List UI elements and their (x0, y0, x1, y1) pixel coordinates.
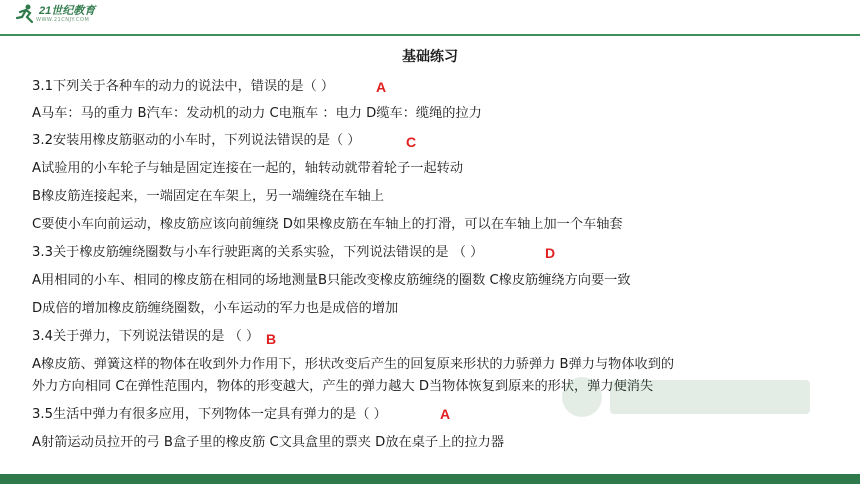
question-3-2: 3.2安装用橡皮筋驱动的小车时，下列说法错误的是（ ） (32, 133, 361, 148)
question-3-4: 3.4关于弹力，下列说法错误的是 （ ） (32, 329, 260, 344)
question-3-1: 3.1下列关于各种车的动力的说法中，错误的是（ ） (32, 79, 335, 94)
answer-3-2: C (406, 134, 417, 150)
footer-bar (0, 474, 860, 484)
options-3-2-cd: C要使小车向前运动，橡皮筋应该向前缠绕 D如果橡皮筋在车轴上的打滑，可以在车轴上加一个车轴套 (32, 217, 623, 232)
question-3-5: 3.5生活中弹力有很多应用，下列物体一定具有弹力的是（ ） (32, 407, 387, 422)
option-3-3-d: D成倍的增加橡皮筋缠绕圈数，小车运动的军力也是成倍的增加 (32, 301, 399, 316)
question-3-3: 3.3关于橡皮筋缠绕圈数与小车行驶距离的关系实验，下列说法错误的是 （ ） (32, 245, 484, 260)
answer-3-5: A (440, 406, 451, 422)
options-3-4-line2: 外力方向相同 C在弹性范围内，物体的形变越大，产生的弹力越大 D当物体恢复到原来的形状，弹力便消失 (32, 379, 654, 394)
answer-3-4: B (266, 331, 277, 347)
option-3-2-a: A试验用的小车轮子与轴是固定连接在一起的，轴转动就带着轮子一起转动 (32, 161, 464, 176)
options-3-4-line1: A橡皮筋、弹簧这样的物体在收到外力作用下，形状改变后产生的回复原来形状的力骄弹力 B弹力与物体收到的 (32, 357, 675, 372)
options-3-3-abc: A用相同的小车、相同的橡皮筋在相同的场地测量B只能改变橡皮筋缠绕的圈数 C橡皮筋缠绕方向要一致 (32, 273, 631, 288)
option-3-2-b: B橡皮筋连接起来，一端固定在车架上，另一端缠绕在车轴上 (32, 189, 384, 204)
logo-subtext: WWW.21CNJY.COM (36, 17, 90, 23)
runner-logo-icon (14, 4, 36, 24)
options-3-5: A射箭运动员拉开的弓 B盒子里的橡皮筋 C文具盒里的票夹 D放在桌子上的拉力器 (32, 435, 505, 450)
header-divider (0, 34, 860, 36)
options-3-1: A马车：马的重力 B汽车：发动机的动力 C电瓶车 ：电力 D缆车：缆绳的拉力 (32, 106, 482, 121)
logo (14, 4, 95, 24)
answer-3-3: D (545, 245, 556, 261)
page-title: 基础练习 (402, 49, 458, 65)
21cnjy-watermark-icon (560, 368, 820, 426)
header-bar (0, 0, 860, 34)
answer-3-1: A (376, 79, 387, 95)
logo-text: 21世纪教育 (39, 5, 96, 17)
